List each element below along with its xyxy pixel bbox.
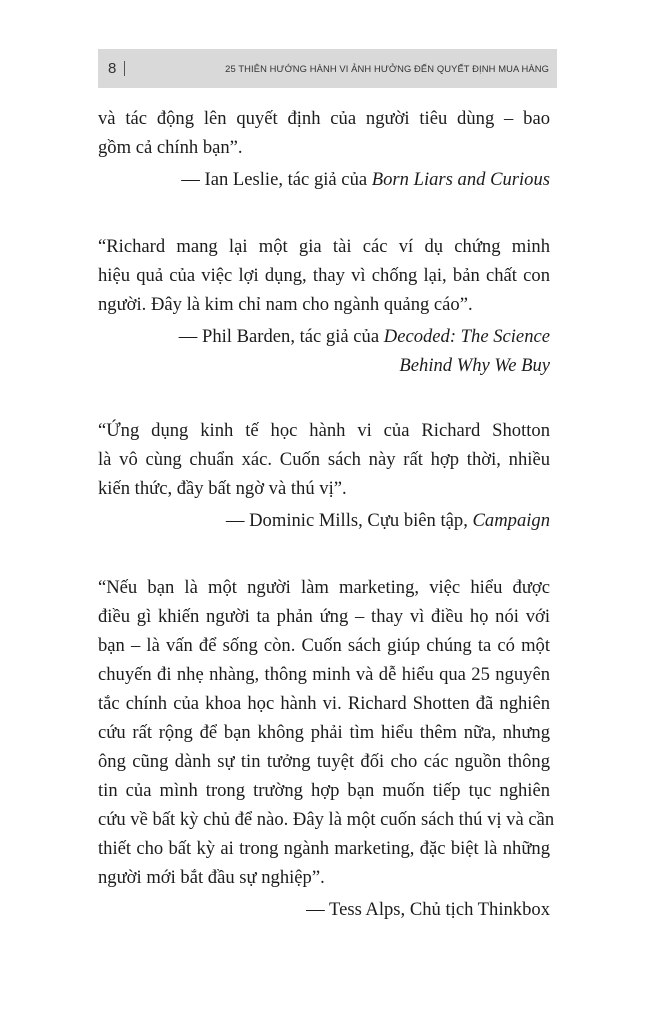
quote-line: cứu về bất kỳ chủ để nào. Đây là một cuốn sách thú vị và cần — [98, 809, 555, 830]
quote-line: điều gì khiến người ta phản ứng – thay vì điều họ nói với — [98, 606, 550, 627]
quote-line: “Nếu bạn là một người làm marketing, việc hiểu được — [98, 577, 550, 598]
quote-line: người. Đây là kim chỉ nam cho ngành quảng cáo”. — [98, 294, 473, 315]
quote-attribution — [98, 506, 550, 535]
running-header — [98, 49, 557, 88]
quote-text — [98, 232, 550, 319]
attribution-author: — Dominic Mills, Cựu biên tập, — [225, 510, 473, 531]
running-title: 25 THIÊN HƯỚNG HÀNH VI ẢNH HƯỞNG ĐẾN QUYẾT ĐỊNH MUA HÀNG — [225, 63, 549, 74]
quote-line: là vô cùng chuẩn xác. Cuốn sách này rất hợp thời, nhiều — [98, 449, 550, 470]
quote-block — [98, 232, 550, 380]
quote-line: kiến thức, đầy bất ngờ và thú vị”. — [98, 478, 347, 499]
quote-text — [98, 104, 550, 162]
header-divider — [124, 61, 125, 76]
quote-line: gồm cả chính bạn”. — [98, 137, 243, 158]
quote-attribution — [98, 165, 550, 194]
quote-block — [98, 416, 550, 535]
attribution-work: Decoded: The Science — [383, 326, 550, 347]
attribution-author: — Phil Barden, tác giả của — [178, 326, 384, 347]
quote-line: ông cũng dành sự tin tưởng tuyệt đối cho các nguồn thông — [98, 751, 550, 772]
quote-text — [98, 416, 550, 503]
quote-line: tin của mình trong trường hợp bạn muốn tiếp tục nghiên — [98, 780, 550, 801]
quote-line: chuyến đi nhẹ nhàng, thông minh và dễ hiểu qua 25 nguyên — [98, 664, 550, 685]
quote-text — [98, 573, 555, 892]
quote-line: “Ứng dụng kinh tế học hành vi của Richard Shotton — [98, 420, 550, 441]
page-body — [98, 104, 555, 924]
attribution-author: — Tess Alps, Chủ tịch Thinkbox — [306, 899, 550, 920]
quote-line: thiết cho bất kỳ ai trong ngành marketing, đặc biệt là những — [98, 838, 550, 859]
quote-line: và tác động lên quyết định của người tiêu dùng – bao — [98, 108, 550, 129]
page-number: 8 — [108, 60, 117, 77]
quote-attribution — [98, 895, 550, 924]
attribution-work: Campaign — [472, 510, 550, 531]
attribution-author: — Ian Leslie, tác giả của — [181, 169, 372, 190]
attribution-work: Born Liars and Curious — [371, 169, 550, 190]
quote-attribution — [98, 322, 550, 380]
quote-line: bạn – là vấn để sống còn. Cuốn sách giúp chúng ta có một — [98, 635, 550, 656]
quote-block — [98, 573, 555, 924]
attribution-work-continued: Behind Why We Buy — [399, 355, 550, 376]
quote-block — [98, 104, 550, 194]
quote-line: “Richard mang lại một gia tài các ví dụ chứng minh — [98, 236, 550, 257]
quote-line: tắc chính của khoa học hành vi. Richard Shotten đã nghiên — [98, 693, 550, 714]
quote-line: cứu rất rộng để bạn không phải tìm hiểu thêm nữa, nhưng — [98, 722, 550, 743]
quote-line: hiệu quả của việc lợi dụng, thay vì chống lại, bản chất con — [98, 265, 550, 286]
quote-line: người mới bắt đầu sự nghiệp”. — [98, 867, 325, 888]
